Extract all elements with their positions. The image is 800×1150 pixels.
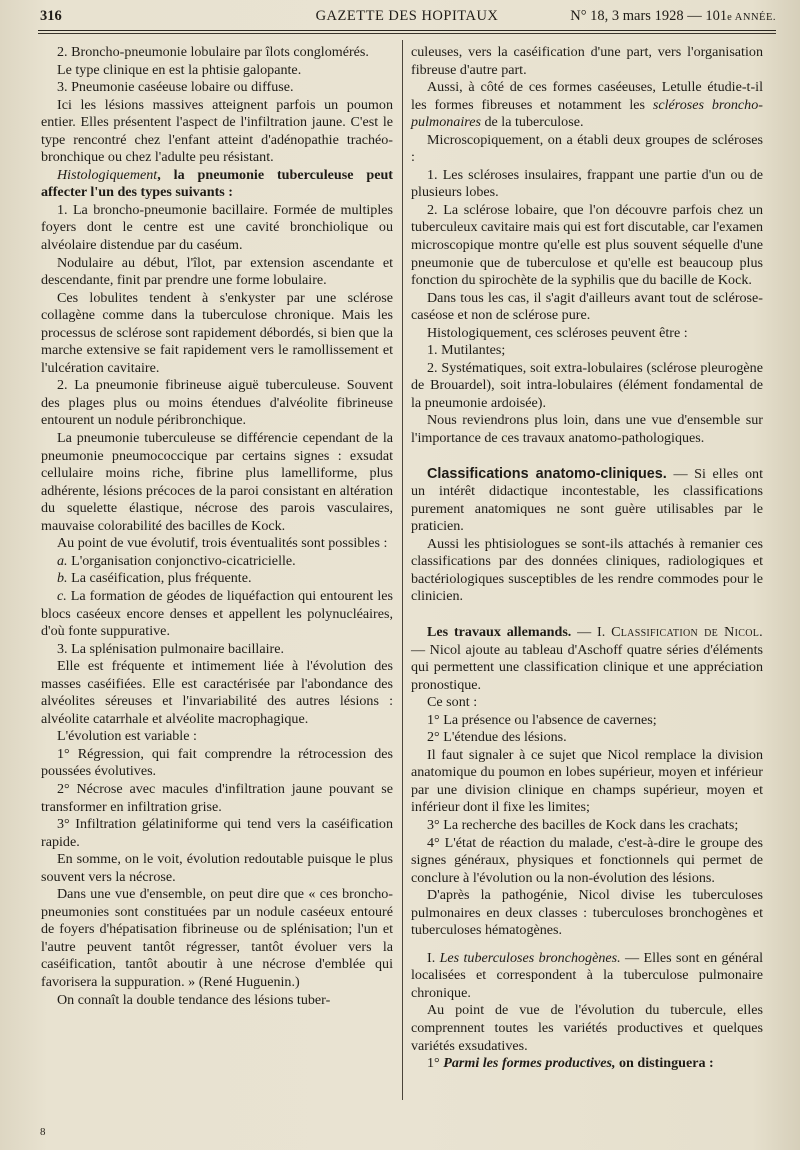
paragraph: Microscopiquement, on a établi deux groupes de scléroses :: [411, 131, 763, 166]
paragraph: La pneumonie tuberculeuse se différencie cependant de la pneumonie pneumococcique par certains signes : exsudat cellulaire moins riche, fibrine plus lamelliforme, plus adhérente, lésions précoces de la paroi consistant en altération du squelette élastique, nécrose des parois vasculaires, mauvaise colorabilité des bacilles de Kock.: [41, 430, 393, 534]
list-item: 2° L'étendue des lésions.: [427, 729, 567, 746]
paragraph: D'après la pathogénie, Nicol divise les tuberculoses pulmonaires en deux classes : tuberculoses bronchogènes et tuberculoses hématogènes.: [411, 887, 763, 939]
list-item: [41, 553, 393, 571]
paragraph-text: Aussi, à côté de ces formes caséeuses, Letulle étudie-t-il les formes fibreuses et notamment les: [411, 79, 763, 113]
section-paragraph: [411, 624, 763, 694]
paragraph: Histologiquement, ces scléroses peuvent être :: [427, 324, 688, 341]
list-text: Régression, qui fait comprendre la rétrocession des poussées évolutives.: [41, 745, 393, 780]
list-text: Infiltration gélatiniforme qui tend vers la caséification rapide.: [41, 816, 393, 850]
year-suffix: e ANNÉE.: [727, 12, 776, 23]
list-text: La caséification, plus fréquente.: [71, 570, 252, 587]
subsection-heading: Classification de Nicol.: [611, 623, 763, 640]
paragraph-text: — Elles sont en général localisées et correspondent à la tuberculose pulmonaire chronique.: [411, 949, 763, 1001]
paragraph: L'évolution est variable :: [57, 728, 197, 745]
list-marker: 2°: [57, 780, 70, 797]
paragraph: 1. La broncho-pneumonie bacillaire. Formée de multiples foyers dont le centre est une cavité bronchiolique ou alvéolaire distendue par du caséum.: [41, 201, 393, 254]
paragraph: Le type clinique en est la phtisie galopante.: [57, 61, 302, 78]
list-marker: 3°: [57, 816, 70, 833]
italic-term: scléroses broncho-pulmonaires: [411, 96, 763, 131]
paragraph-text: on distinguera :: [619, 1055, 714, 1072]
list-item: [41, 570, 393, 588]
list-marker: c.: [57, 587, 67, 604]
paragraph: 1. Mutilantes;: [427, 342, 506, 359]
paragraph: Au point de vue évolutif, trois éventualités sont possibles :: [57, 535, 388, 552]
paragraph-text: , la pneumonie tuberculeuse peut affecter l'un des types suivants :: [41, 166, 393, 201]
paragraph-text: de la tuberculose.: [484, 114, 584, 131]
issue-number-date: N° 18, 3 mars 1928: [570, 8, 684, 24]
list-item: [41, 588, 393, 641]
paragraph: Ces lobulites tendent à s'enkyster par une sclérose collagène comme dans la tuberculose chronique. Mais les processus de sclérose sont rapidement débordés, si bien que la marche extensive se fait rapidement vers le ramollissement et l'ulcération cavitaire.: [41, 289, 393, 376]
section-heading: Classifications anatomo-cliniques.: [427, 465, 667, 482]
list-item: 4° L'état de réaction du malade, c'est-à-dire le groupe des signes généraux, physiques et fonctionnels qui permet de conclure à l'évolution ou la non-évolution des lésions.: [411, 834, 763, 886]
list-item: 3° La recherche des bacilles de Kock dans les crachats;: [427, 816, 739, 833]
header-rule: [38, 33, 776, 34]
paragraph: Ce sont :: [427, 694, 478, 711]
year-number: 101: [705, 8, 728, 24]
section-paragraph: [411, 466, 763, 536]
issue-separator: —: [687, 8, 702, 24]
list-item: [41, 746, 393, 781]
paragraph: En somme, on le voit, évolution redoutable puisque le plus souvent vers la nécrose.: [41, 851, 393, 885]
section-number: — I.: [577, 623, 606, 640]
section-paragraph: [411, 950, 763, 1003]
subsection-heading: Les tuberculoses bronchogènes.: [439, 949, 621, 966]
journal-title: GAZETTE DES HOPITAUX: [315, 8, 499, 24]
paragraph: 2. Broncho-pneumonie lobulaire par îlots conglomérés.: [57, 44, 369, 60]
paragraph: Nodulaire au début, l'îlot, par extension ascendante et descendante, finit par prendre une forme lobulaire.: [41, 254, 393, 289]
paragraph: Il faut signaler à ce sujet que Nicol remplace la division anatomique du poumon en lobes supérieur, moyen et inférieur par une division clinique en champs supérieur, moyen et inférieur dont il fixe les limites;: [411, 746, 763, 816]
paragraph: Ici les lésions massives atteignent parfois un poumon entier. Elles présentent l'aspect de l'infiltration jaune. C'est le type rencontré chez l'enfant atteint d'adénopathie trachéo-bronchique ou chez l'adulte peu résistant.: [41, 96, 393, 166]
column-divider: [402, 40, 403, 1100]
list-marker: 1°: [427, 1055, 440, 1072]
paragraph: 3. La splénisation pulmonaire bacillaire.: [57, 640, 284, 657]
list-marker: b.: [57, 570, 68, 587]
right-column: [411, 44, 763, 1073]
issue-info: [570, 8, 776, 25]
list-text: La formation de géodes de liquéfaction qui entourent les blocs caséeux encore denses et appellent les polynucléaires, d'où fonte suppurative.: [41, 587, 393, 640]
list-item: [41, 781, 393, 816]
signature-mark: 8: [40, 1126, 46, 1138]
paragraph: Aussi les phtisiologues se sont-ils attachés à remanier ces classifications par des données cliniques, radiologiques et bactériologiques susceptibles de les rendre commodes pour le clinicien.: [411, 535, 763, 605]
list-item: [411, 1055, 763, 1073]
paragraph: On connaît la double tendance des lésions tuber-: [57, 991, 331, 1008]
paragraph-text: — Si elles ont un intérêt didactique incontestable, les classifications purement anatomiques ne sont guère utilisables par le praticien.: [411, 465, 763, 535]
list-marker: 1°: [57, 745, 70, 762]
list-text: Nécrose avec macules d'infiltration jaune pouvant se transformer en infiltration grise.: [41, 780, 393, 815]
paragraph: Dans une vue d'ensemble, on peut dire que « ces broncho-pneumonies sont constituées par un nodule caséeux entouré de foyers d'hépatisation fibrineuse ou de splénisation; l'un et l'autre peuvent tantôt régresser, tantôt évoluer vers la caséification, tantôt aboutir à une nécrose d'emblée qui favorisera la suppuration. » (René Huguenin.): [41, 886, 393, 990]
italic-label: Histologiquement: [57, 166, 158, 183]
paragraph: Elle est fréquente et intimement liée à l'évolution des masses caséifiées. Elle est caractérisée par l'abondance des alvéolites séreuses et l'invariabilité des autres lésions : alvéolite catarrhale et alvéolite macrophagique.: [41, 658, 393, 727]
paragraph: 3. Pneumonie caséeuse lobaire ou diffuse.: [57, 79, 294, 96]
list-text: L'organisation conjonctivo-cicatricielle.: [71, 552, 296, 569]
page-number: 316: [40, 8, 62, 24]
paragraph-text: — Nicol ajoute au tableau d'Aschoff quatre séries d'éléments qui permettent une classification clinique et une appréciation pronostique.: [411, 641, 763, 693]
paragraph: 2. La pneumonie fibrineuse aiguë tuberculeuse. Souvent des plages plus ou moins étendues d'alvéolite fibrineuse entourent un nodule péribronchique.: [41, 377, 393, 429]
paragraph: 2. La sclérose lobaire, que l'on découvre parfois chez un tuberculeux cavitaire mais qui est fort discutable, car l'examen microscopique montre qu'elle est plus souvent séquelle d'une pneumonie que de tuberculose et qu'elle est beaucoup plus fonction du spirochète de la syphilis que du bacille de Kock.: [411, 201, 763, 289]
running-header: [38, 4, 776, 31]
left-column: [41, 44, 393, 1009]
list-item: [41, 816, 393, 851]
section-heading: Les travaux allemands.: [427, 623, 572, 640]
paragraph: culeuses, vers la caséification d'une part, vers l'organisation fibreuse d'autre part.: [411, 44, 763, 78]
italic-term: Parmi les formes productives,: [443, 1055, 616, 1072]
paragraph: 1. Les scléroses insulaires, frappant une partie d'un ou de plusieurs lobes.: [411, 166, 763, 201]
list-marker: a.: [57, 552, 68, 569]
paragraph: Au point de vue de l'évolution du tubercule, elles comprennent toutes les variétés productives et quelques variétés exsudatives.: [411, 1002, 763, 1054]
list-item: 1° La présence ou l'absence de cavernes;: [427, 711, 657, 728]
paragraph: [411, 79, 763, 132]
section-number: I.: [427, 949, 436, 966]
paragraph: [41, 167, 393, 202]
paragraph: Dans tous les cas, il s'agit d'ailleurs avant tout de sclérose-caséose et non de sclérose pure.: [411, 289, 763, 324]
paragraph: Nous reviendrons plus loin, dans une vue d'ensemble sur l'importance de ces travaux anatomo-pathologiques.: [411, 412, 763, 447]
paragraph: 2. Systématiques, soit extra-lobulaires (sclérose pleurogène de Brouardel), soit intra-lobulaires (élément fondamental de la pneumonie ardoisée).: [411, 359, 763, 411]
